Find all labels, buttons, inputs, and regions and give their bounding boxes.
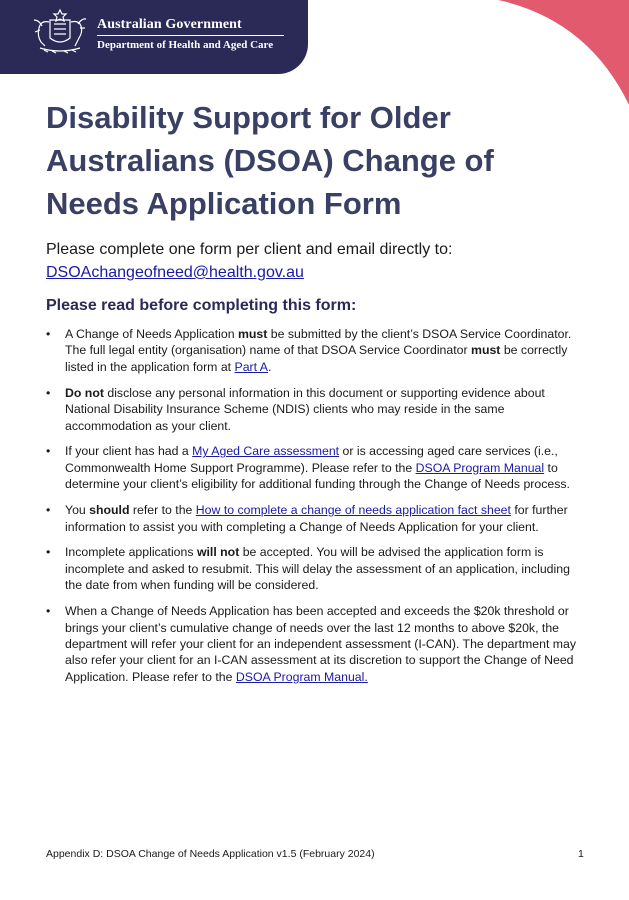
page-title: Disability Support for Older Australians (DSOA) Change of Needs Application Form: [46, 100, 494, 221]
part-a-link[interactable]: Part A: [234, 359, 269, 374]
section-heading: Please read before completing this form:: [46, 297, 357, 314]
dsoa-program-manual-link-2[interactable]: DSOA Program Manual.: [235, 669, 368, 684]
page-number: 1: [578, 848, 584, 860]
coat-of-arms-icon: [28, 6, 92, 56]
intro-paragraph: [46, 238, 606, 284]
list-item: • If your client has had a My Aged Care assessment or is accessing aged care services (i.e., Commonwealth Home Support Programme). Please refer to the DSOA Program Manual to determine your client’s eligibility for additional funding through the Change of Needs process.: [46, 444, 570, 492]
department-name: Department of Health and Aged Care: [97, 39, 274, 51]
intro-text: Please complete one form per client and email directly to:: [46, 241, 453, 258]
fact-sheet-link[interactable]: How to complete a change of needs application fact sheet: [195, 503, 511, 518]
bullet-icon: •: [46, 503, 51, 518]
list-item: • A Change of Needs Application must be submitted by the client’s DSOA Service Coordinator. The full legal entity (organisation) name of that DSOA Service Coordinator must be correctly listed in the application form at Part A.: [46, 327, 572, 374]
list-item: • When a Change of Needs Application has been accepted and exceeds the $20k threshold or brings your client’s cumulative change of needs over the last 12 months to above $20k, the department will refer your client for an independent assessment (I-CAN). The department may also refer your client for an I-CAN assessment at its discretion to support the Change of Need Application. Please refer to the DSOA Program Manual.: [46, 604, 577, 684]
bullet-icon: •: [46, 444, 51, 459]
instructions-list: [46, 326, 586, 695]
bullet-icon: •: [46, 545, 51, 560]
government-header: [0, 0, 308, 74]
bullet-icon: •: [46, 385, 51, 400]
list-item: • Do not disclose any personal information in this document or supporting evidence about National Disability Insurance Scheme (NDIS) clients who may reside in the same accommodation as your client.: [46, 385, 545, 433]
government-name: Australian Government: [97, 17, 242, 32]
email-link[interactable]: DSOAchangeofneed@health.gov.au: [46, 264, 304, 281]
footer-document-version: Appendix D: DSOA Change of Needs Application v1.5 (February 2024): [46, 848, 375, 860]
header-divider: [97, 35, 284, 36]
bullet-icon: •: [46, 604, 51, 619]
my-aged-care-assessment-link[interactable]: My Aged Care assessment: [192, 444, 340, 459]
bullet-icon: •: [46, 327, 51, 341]
dsoa-program-manual-link[interactable]: DSOA Program Manual: [415, 460, 545, 475]
list-item: • Incomplete applications will not be accepted. You will be advised the application form is incomplete and asked to resubmit. This will delay the assessment of an application, including the date from when funding will be considered.: [46, 545, 570, 593]
list-item: • You should refer to the How to complete a change of needs application fact sheet for further information to assist you with completing a Change of Needs Application for your client.: [46, 503, 568, 534]
